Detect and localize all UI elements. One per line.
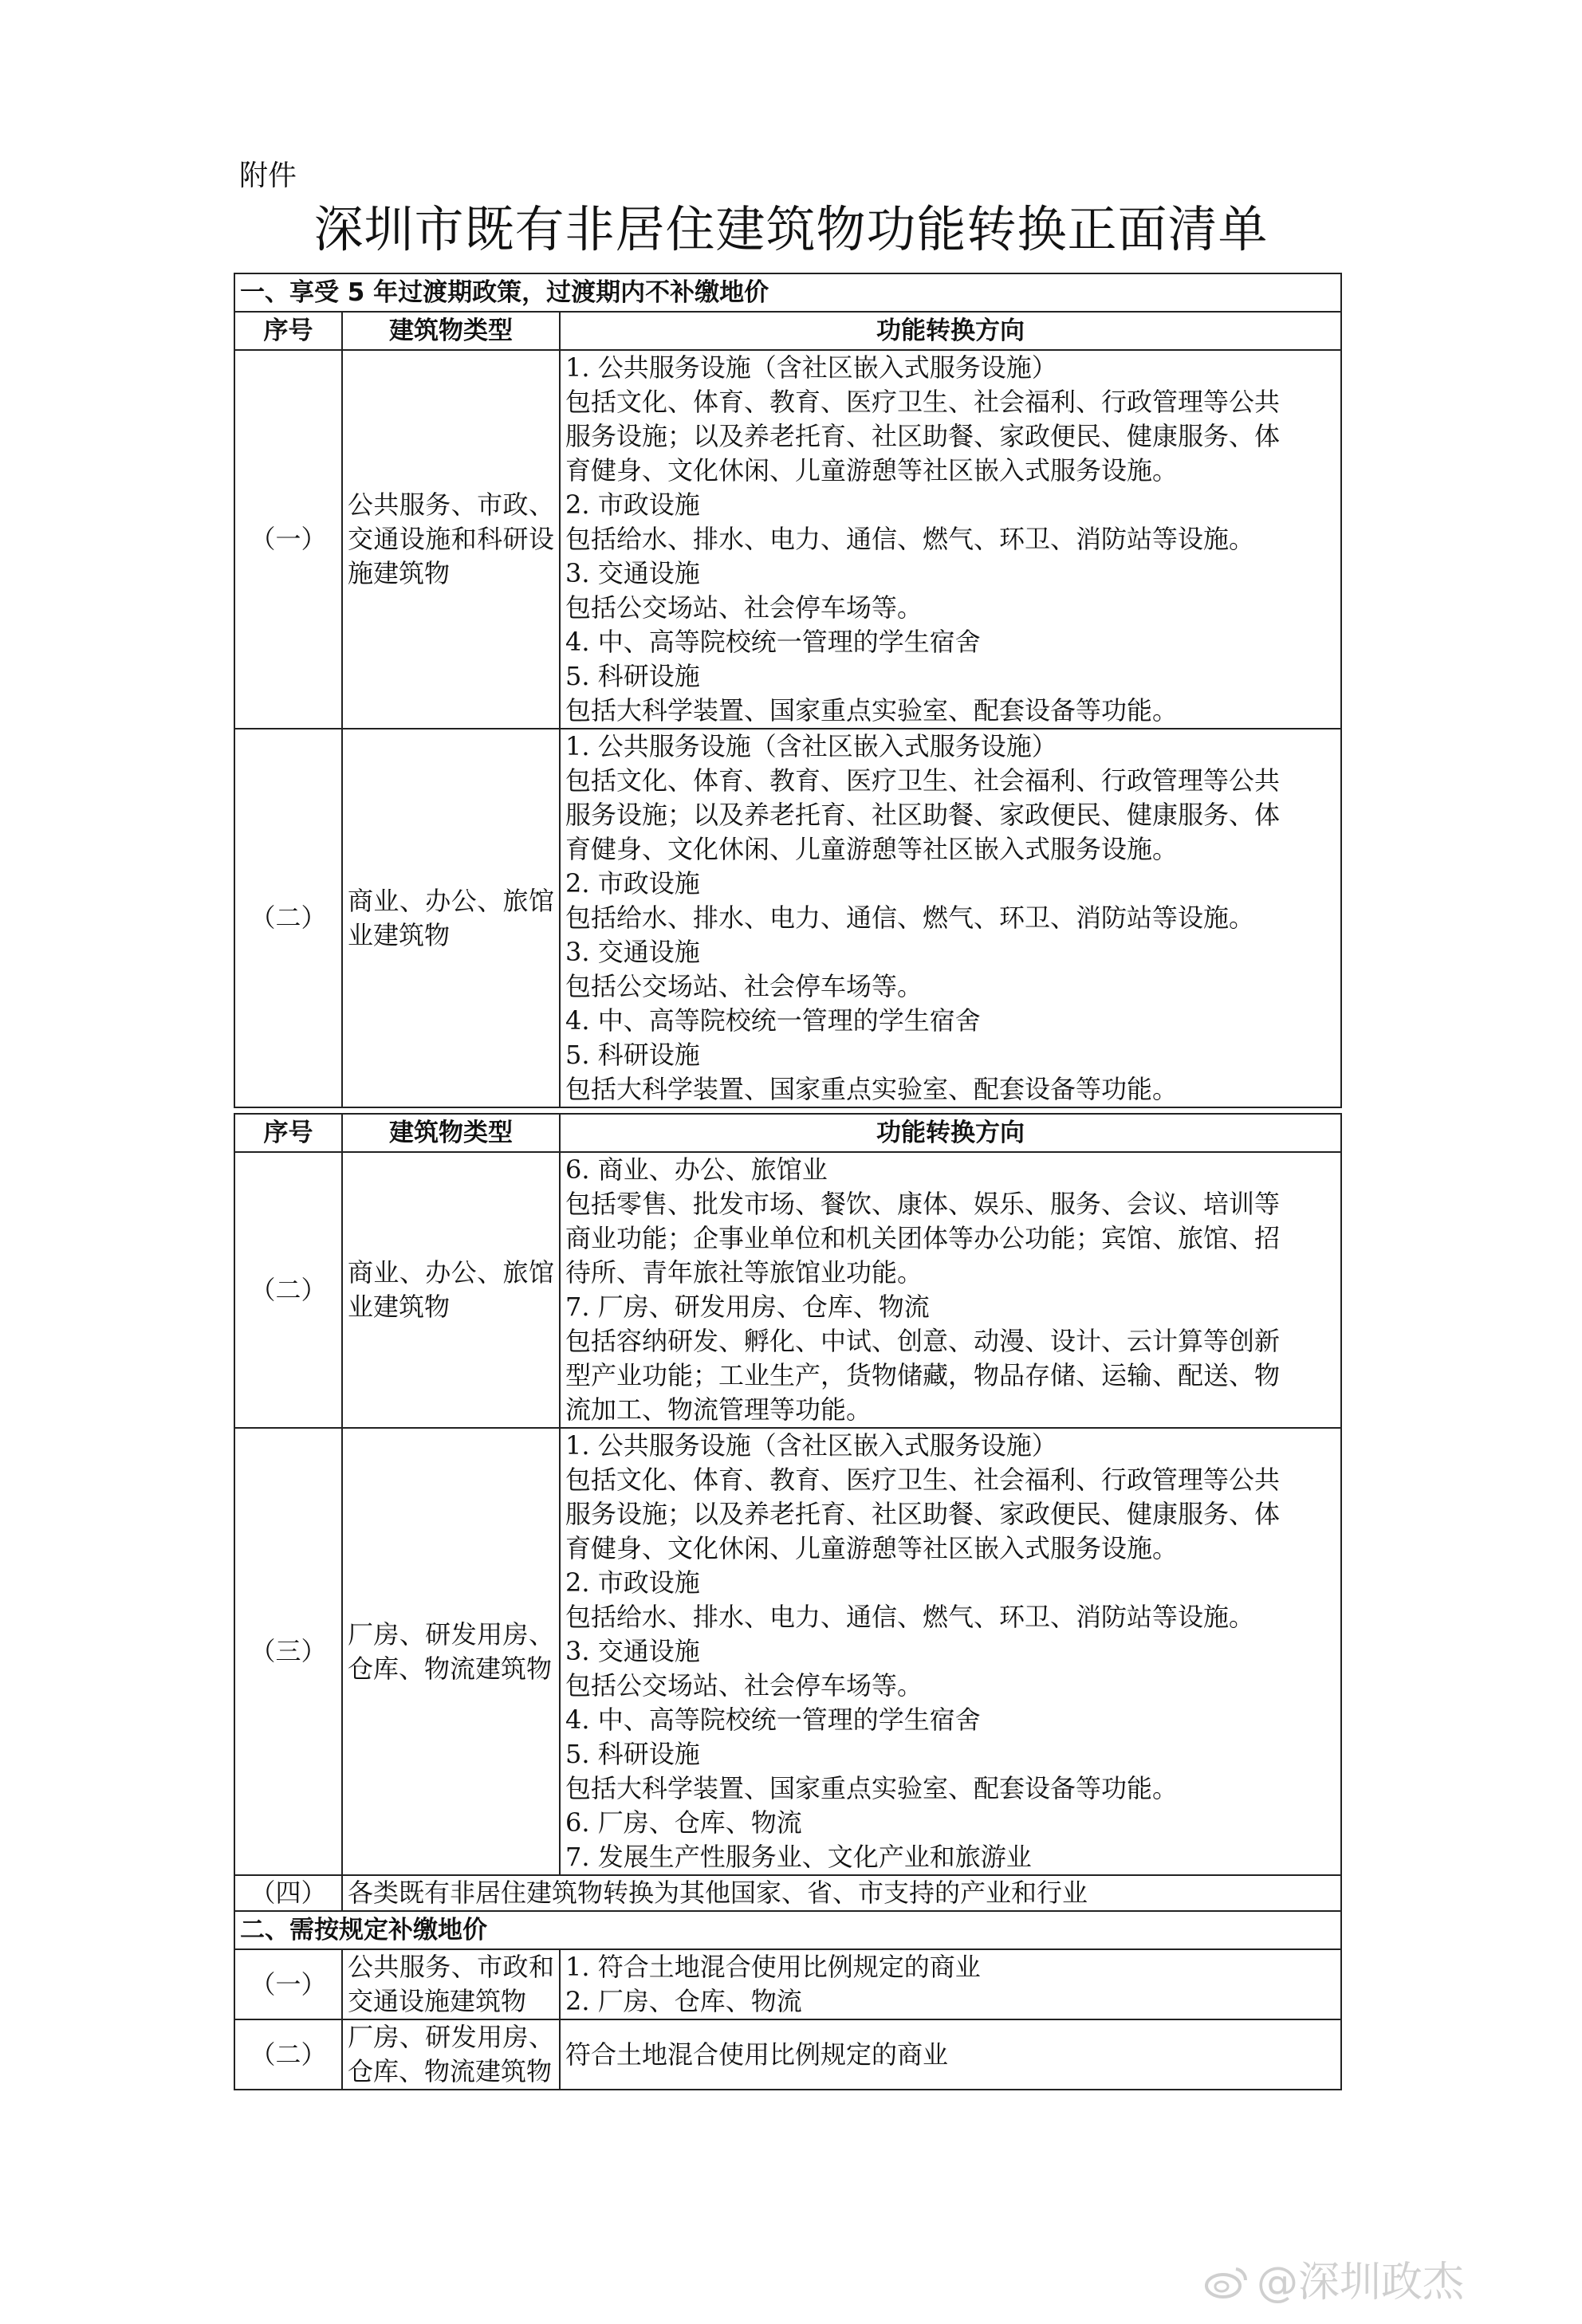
table-row — [234, 1949, 1341, 2019]
direction-line: 2. 市政设施 — [565, 868, 700, 899]
annex-label: 附件 — [239, 159, 297, 192]
direction-line: 包括公交场站、社会停车场等。 — [565, 592, 923, 623]
direction-line: 4. 中、高等院校统一管理的学生宿舍 — [565, 1705, 981, 1735]
direction-line: 7. 发展生产性服务业、文化产业和旅游业 — [565, 1842, 1032, 1872]
direction-line: 包括大科学装置、国家重点实验室、配套设备等功能。 — [565, 1074, 1179, 1104]
direction-line: 6. 商业、办公、旅馆业 — [565, 1154, 828, 1185]
direction-line: 符合土地混合使用比例规定的商业 — [565, 2039, 949, 2070]
direction-line: 1. 公共服务设施（含社区嵌入式服务设施） — [565, 352, 1057, 383]
direction-line: 包括给水、排水、电力、通信、燃气、环卫、消防站等设施。 — [565, 902, 1255, 933]
building-type: 厂房、研发用房、仓库、物流建筑物 — [342, 2019, 560, 2090]
header-dir: 功能转换方向 — [560, 1114, 1341, 1152]
direction-line: 3. 交通设施 — [565, 1636, 700, 1666]
weibo-logo-icon — [1204, 2264, 1249, 2299]
conversion-directions — [560, 1152, 1341, 1428]
section-2-title: 二、需按规定补缴地价 — [234, 1911, 1341, 1949]
direction-line: 流加工、物流管理等功能。 — [565, 1394, 872, 1425]
header-type: 建筑物类型 — [342, 1114, 560, 1152]
row-number: （二） — [234, 1152, 342, 1428]
direction-line: 包括文化、体育、教育、医疗卫生、社会福利、行政管理等公共 — [565, 765, 1281, 796]
header-num: 序号 — [234, 312, 342, 350]
row-number: （三） — [234, 1428, 342, 1875]
section-1-rows — [234, 350, 1341, 1107]
direction-line: 包括零售、批发市场、餐饮、康体、娱乐、服务、会议、培训等 — [565, 1189, 1281, 1219]
table-row — [234, 1875, 1341, 1911]
section-2-rows — [234, 1949, 1341, 2090]
row-number: （二） — [234, 729, 342, 1107]
table-part-1 — [234, 273, 1340, 1108]
conversion-directions — [560, 1428, 1341, 1875]
direction-line: 包括给水、排水、电力、通信、燃气、环卫、消防站等设施。 — [565, 524, 1255, 554]
table-row — [234, 729, 1341, 1107]
direction-line: 包括文化、体育、教育、医疗卫生、社会福利、行政管理等公共 — [565, 387, 1281, 417]
building-type: 商业、办公、旅馆业建筑物 — [342, 1152, 560, 1428]
direction-line: 3. 交通设施 — [565, 558, 700, 588]
direction-line: 1. 符合土地混合使用比例规定的商业 — [565, 1952, 981, 1982]
direction-line: 服务设施；以及养老托育、社区助餐、家政便民、健康服务、体 — [565, 421, 1281, 451]
conversion-directions — [560, 1949, 1341, 2019]
direction-line: 2. 厂房、仓库、物流 — [565, 1986, 802, 2016]
row-number: （一） — [234, 350, 342, 729]
conversion-directions — [560, 729, 1341, 1107]
direction-line: 2. 市政设施 — [565, 1567, 700, 1598]
building-type: 商业、办公、旅馆业建筑物 — [342, 729, 560, 1107]
section-1-title: 一、享受 5 年过渡期政策，过渡期内不补缴地价 — [234, 273, 1341, 312]
direction-line: 包括文化、体育、教育、医疗卫生、社会福利、行政管理等公共 — [565, 1465, 1281, 1495]
row-number: （四） — [234, 1875, 342, 1911]
header-num: 序号 — [234, 1114, 342, 1152]
direction-line: 7. 厂房、研发用房、仓库、物流 — [565, 1292, 930, 1322]
direction-line: 1. 公共服务设施（含社区嵌入式服务设施） — [565, 1430, 1057, 1461]
direction-line: 育健身、文化休闲、儿童游憩等社区嵌入式服务设施。 — [565, 1533, 1179, 1563]
direction-line: 服务设施；以及养老托育、社区助餐、家政便民、健康服务、体 — [565, 1499, 1281, 1529]
direction-line: 5. 科研设施 — [565, 1040, 700, 1070]
direction-line: 育健身、文化休闲、儿童游憩等社区嵌入式服务设施。 — [565, 834, 1179, 864]
table-row — [234, 2019, 1341, 2090]
table-part-2 — [234, 1113, 1340, 2090]
direction-line: 6. 厂房、仓库、物流 — [565, 1807, 802, 1838]
table-row — [234, 350, 1341, 729]
direction-line: 4. 中、高等院校统一管理的学生宿舍 — [565, 627, 981, 657]
direction-line: 商业功能；企事业单位和机关团体等办公功能；宾馆、旅馆、招 — [565, 1223, 1281, 1253]
header-type: 建筑物类型 — [342, 312, 560, 350]
conversion-directions — [560, 350, 1341, 729]
direction-line: 3. 交通设施 — [565, 937, 700, 967]
building-type: 公共服务、市政和交通设施建筑物 — [342, 1949, 560, 2019]
direction-line: 包括给水、排水、电力、通信、燃气、环卫、消防站等设施。 — [565, 1602, 1255, 1632]
document-title: 深圳市既有非居住建筑物功能转换正面清单 — [313, 200, 1269, 258]
watermark — [1204, 2248, 1464, 2308]
direction-line: 待所、青年旅社等旅馆业功能。 — [565, 1257, 923, 1288]
direction-line: 包括大科学装置、国家重点实验室、配套设备等功能。 — [565, 1773, 1179, 1803]
direction-line: 包括大科学装置、国家重点实验室、配套设备等功能。 — [565, 695, 1179, 726]
section-1-cont-rows — [234, 1152, 1341, 1911]
direction-line: 5. 科研设施 — [565, 1739, 700, 1769]
direction-line: 型产业功能；工业生产，货物储藏，物品存储、运输、配送、物 — [565, 1360, 1281, 1390]
table-row — [234, 1152, 1341, 1428]
direction-line: 包括公交场站、社会停车场等。 — [565, 971, 923, 1001]
direction-line: 5. 科研设施 — [565, 661, 700, 691]
direction-line: 服务设施；以及养老托育、社区助餐、家政便民、健康服务、体 — [565, 800, 1281, 830]
header-dir: 功能转换方向 — [560, 312, 1341, 350]
direction-line: 4. 中、高等院校统一管理的学生宿舍 — [565, 1005, 981, 1036]
row-number: （一） — [234, 1949, 342, 2019]
row-number: （二） — [234, 2019, 342, 2090]
direction-line: 包括容纳研发、孵化、中试、创意、动漫、设计、云计算等创新 — [565, 1326, 1281, 1356]
direction-line: 1. 公共服务设施（含社区嵌入式服务设施） — [565, 731, 1057, 761]
direction-line: 包括公交场站、社会停车场等。 — [565, 1670, 923, 1701]
building-type: 公共服务、市政、交通设施和科研设施建筑物 — [342, 350, 560, 729]
watermark-text: @深圳政杰 — [1256, 2259, 1464, 2306]
direction-line: 育健身、文化休闲、儿童游憩等社区嵌入式服务设施。 — [565, 455, 1179, 486]
building-type: 厂房、研发用房、仓库、物流建筑物 — [342, 1428, 560, 1875]
conversion-directions — [560, 2019, 1341, 2090]
direction-line: 2. 市政设施 — [565, 490, 700, 520]
row-text: 各类既有非居住建筑物转换为其他国家、省、市支持的产业和行业 — [342, 1875, 1341, 1911]
table-row — [234, 1428, 1341, 1875]
